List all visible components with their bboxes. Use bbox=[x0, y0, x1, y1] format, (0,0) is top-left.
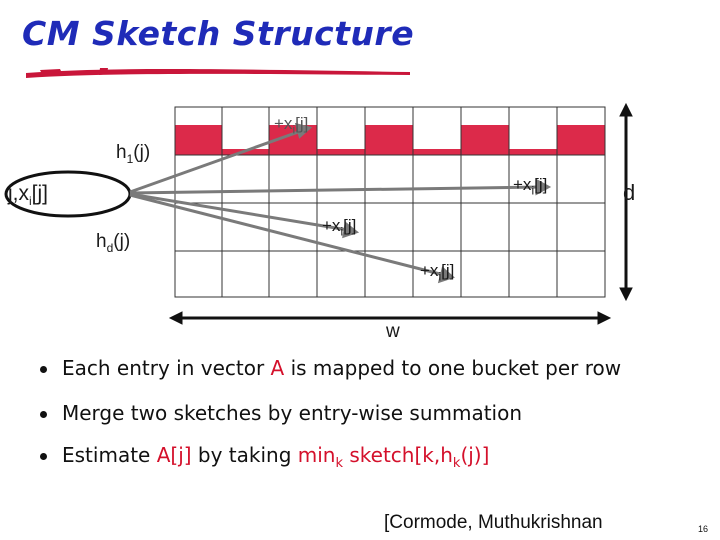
width-label: w bbox=[386, 321, 400, 342]
update-label-row1: $+x_i[j]$ bbox=[274, 114, 309, 137]
bullet-dot bbox=[40, 411, 47, 418]
bullet-item: Each entry in vector A is mapped to one bucket per row bbox=[38, 356, 658, 381]
hash-label-first: $h_1(j)$ bbox=[116, 142, 151, 166]
input-label: $j,x_i[j]$ bbox=[8, 182, 49, 209]
hit-cell-row1d bbox=[317, 149, 365, 155]
sketch-grid bbox=[175, 107, 605, 297]
page-number: 16 bbox=[698, 524, 709, 534]
bullet-item: Merge two sketches by entry-wise summation bbox=[38, 401, 658, 426]
bullet-item: Estimate A[j] by taking $\min_k$ $sketch[k,h_k(j)]$ bbox=[38, 443, 658, 476]
slide-title: CM Sketch Structure bbox=[22, 14, 415, 53]
hash-label-last: $h_d(j)$ bbox=[96, 231, 131, 255]
hit-cell-row1g bbox=[461, 125, 509, 155]
hit-cell-row1 bbox=[175, 125, 222, 155]
hit-cell-row1f bbox=[413, 149, 461, 155]
update-label-row2: $+x_i[j]$ bbox=[513, 175, 548, 198]
hit-cell-row1i bbox=[557, 125, 605, 155]
depth-label: d bbox=[623, 180, 636, 205]
citation: [Cormode, Muthukrishnan bbox=[384, 512, 603, 533]
bullet-dot bbox=[40, 366, 47, 373]
bullet-dot bbox=[40, 453, 47, 460]
bullet-list bbox=[38, 356, 658, 476]
hit-cell-row1h bbox=[509, 149, 557, 155]
update-label-row3: $+x_i[j]$ bbox=[322, 216, 357, 239]
update-label-row4: $+x_i[j]$ bbox=[420, 261, 455, 284]
hit-cell-row1e bbox=[365, 125, 413, 155]
title-underline bbox=[26, 68, 410, 78]
